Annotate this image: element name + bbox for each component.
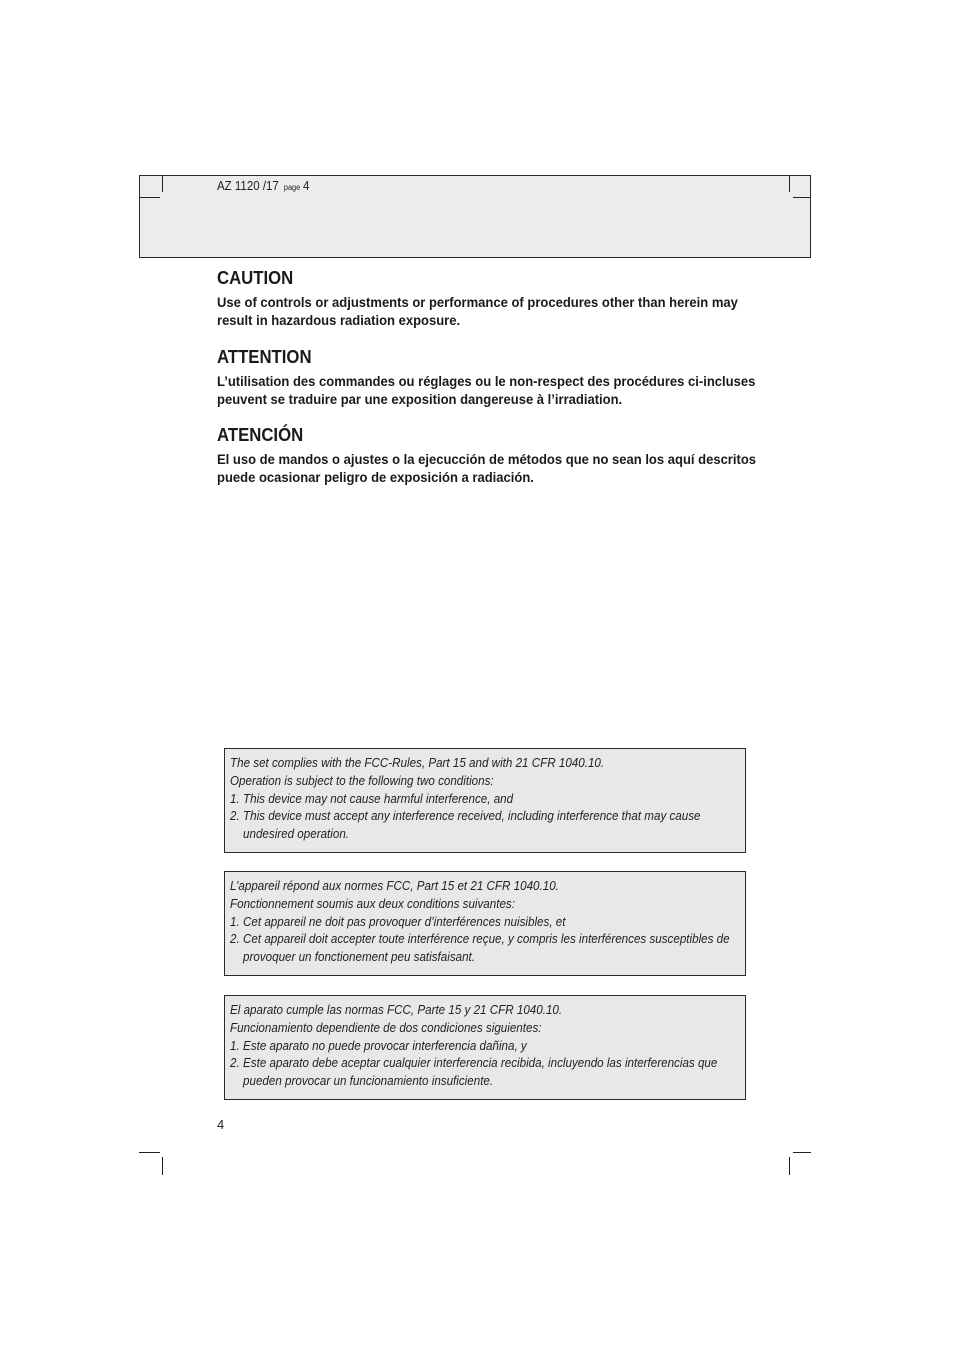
crop-mark-bottom-right-vertical bbox=[789, 1157, 790, 1175]
warning-heading: ATTENTION bbox=[217, 347, 312, 367]
fcc-condition bbox=[230, 1055, 740, 1091]
fcc-condition bbox=[230, 791, 740, 809]
fcc-condition-text: This device must accept any interference received, including interference that may cause undesired operation. bbox=[243, 809, 701, 842]
fcc-condition bbox=[230, 914, 740, 932]
fcc-line-1: L’appareil répond aux normes FCC, Part 15 et 21 CFR 1040.10. bbox=[230, 879, 559, 893]
fcc-condition bbox=[230, 1038, 740, 1056]
fcc-condition-number: 2. bbox=[230, 809, 240, 824]
header-page-label: page bbox=[283, 183, 301, 192]
fcc-condition bbox=[230, 808, 740, 844]
warning-body: Use of controls or adjustments or performance of procedures other than herein may result in hazardous radiation exposure. bbox=[217, 294, 738, 328]
fcc-condition-text: Cet appareil ne doit pas provoquer d’interférences nuisibles, et bbox=[243, 914, 566, 929]
footer-page-number: 4 bbox=[217, 1117, 225, 1132]
crop-mark-bottom-left-horizontal bbox=[139, 1152, 160, 1153]
header-model: AZ 1120 /17 bbox=[217, 179, 279, 193]
fcc-condition bbox=[230, 931, 740, 967]
fcc-notice-english bbox=[224, 748, 746, 853]
fcc-condition-number: 1. bbox=[230, 791, 240, 806]
crop-mark-bottom-left-vertical bbox=[162, 1157, 163, 1175]
fcc-line-1: The set complies with the FCC-Rules, Part 15 and with 21 CFR 1040.10. bbox=[230, 756, 605, 770]
crop-mark-top-right-vertical bbox=[789, 175, 790, 192]
fcc-notice-spanish bbox=[224, 995, 746, 1100]
fcc-condition-text: Este aparato debe aceptar cualquier interferencia recibida, incluyendo las interferencias que pueden provocar un funcionamiento insuficiente. bbox=[243, 1056, 718, 1089]
warning-heading: CAUTION bbox=[217, 268, 294, 288]
fcc-condition-number: 2. bbox=[230, 1056, 240, 1071]
header-page-number: 4 bbox=[302, 179, 310, 193]
fcc-line-2: Fonctionnement soumis aux deux conditions suivantes: bbox=[230, 896, 515, 911]
fcc-condition-number: 2. bbox=[230, 932, 240, 947]
fcc-line-2: Funcionamiento dependiente de dos condiciones siguientes: bbox=[230, 1020, 542, 1035]
fcc-condition-number: 1. bbox=[230, 914, 240, 929]
fcc-condition-number: 1. bbox=[230, 1038, 240, 1053]
fcc-notice-french bbox=[224, 871, 746, 976]
warning-atencion bbox=[217, 425, 757, 486]
warning-body: L’utilisation des commandes ou réglages ou le non-respect des procédures ci-incluses peuvent se traduire par une exposition dangereuse à l’irradiation. bbox=[217, 373, 756, 407]
warning-body: El uso de mandos o ajustes o la ejecucción de métodos que no sean los aquí descritos puede ocasionar peligro de exposición a radiación. bbox=[217, 451, 757, 485]
crop-mark-top-left-horizontal bbox=[139, 197, 160, 198]
crop-mark-top-right-horizontal bbox=[793, 197, 811, 198]
crop-mark-top-left-vertical bbox=[162, 175, 163, 192]
header-running-title bbox=[217, 179, 309, 193]
fcc-condition-text: Cet appareil doit accepter toute interférence reçue, y compris les interférences susceptibles de provoquer un fonctionement peu satisfaisant. bbox=[243, 932, 730, 965]
warning-heading: ATENCIÓN bbox=[217, 425, 304, 445]
fcc-condition-text: Este aparato no puede provocar interferencia dañina, y bbox=[243, 1038, 527, 1053]
warning-caution bbox=[217, 268, 757, 329]
fcc-condition-text: This device may not cause harmful interference, and bbox=[243, 791, 514, 806]
fcc-line-2: Operation is subject to the following two conditions: bbox=[230, 773, 494, 788]
warning-attention bbox=[217, 347, 757, 408]
fcc-line-1: El aparato cumple las normas FCC, Parte 15 y 21 CFR 1040.10. bbox=[230, 1003, 563, 1017]
crop-mark-bottom-right-horizontal bbox=[793, 1152, 811, 1153]
